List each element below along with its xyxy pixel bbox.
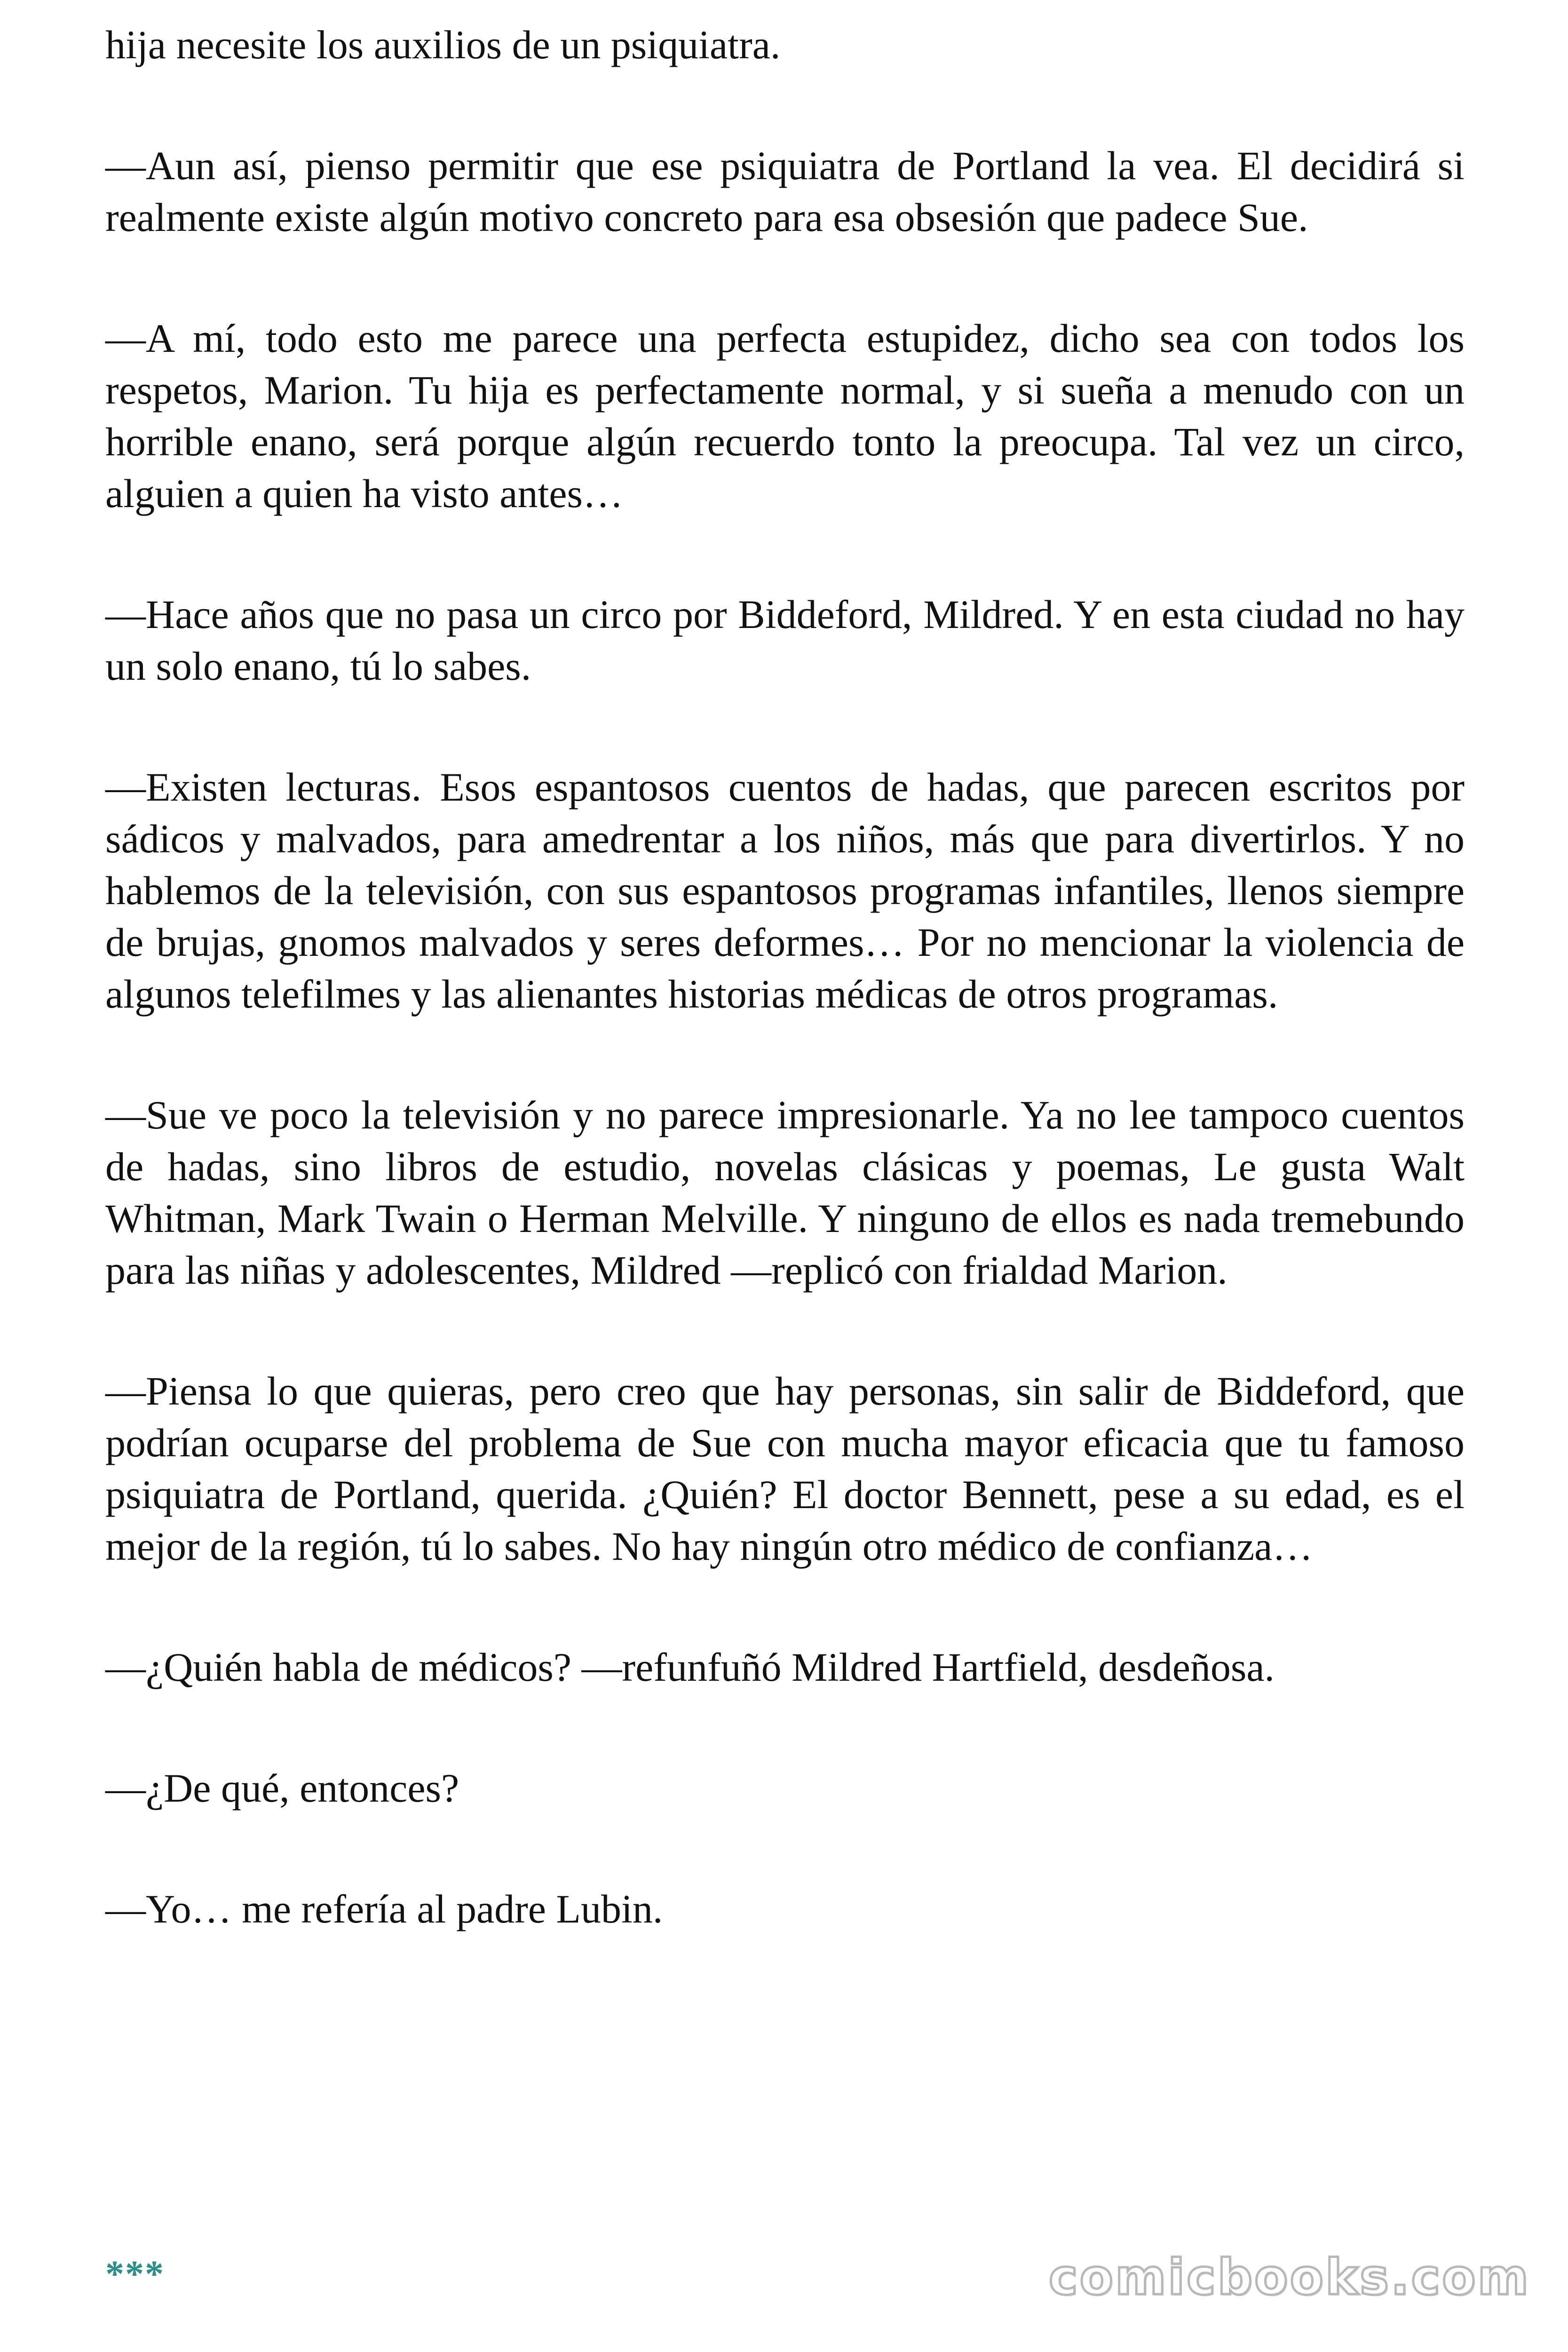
paragraph: hija necesite los auxilios de un psiquiatra. — [105, 22, 781, 67]
paragraph: —A mí, todo esto me parece una perfecta estupidez, dicho sea con todos los respetos, Marion. Tu hija es perfectamente normal, y si sueña a menudo con un horrible enano, será porque algún recuerdo tonto la preocupa. Tal vez un circo, alguien a quien ha visto antes… — [105, 316, 1465, 516]
section-separator: *** — [105, 2254, 165, 2295]
paragraph: —¿Quién habla de médicos? —refunfuñó Mildred Hartfield, desdeñosa. — [105, 1645, 1275, 1690]
paragraph: —Hace años que no pasa un circo por Biddeford, Mildred. Y en esta ciudad no hay un solo enano, tú lo sabes. — [105, 592, 1465, 689]
paragraph: —Existen lecturas. Esos espantosos cuentos de hadas, que parecen escritos por sádicos y malvados, para amedrentar a los niños, más que para divertirlos. Y no hablemos de la televisión, con sus espantosos programas infantiles, llenos siempre de brujas, gnomos malvados y seres deformes… Por no mencionar la violencia de algunos telefilmes y las alienantes historias médicas de otros programas. — [105, 764, 1465, 1017]
paragraph: —Sue ve poco la televisión y no parece impresionarle. Ya no lee tampoco cuentos de hadas, sino libros de estudio, novelas clásicas y poemas, Le gusta Walt Whitman, Mark Twain o Herman Melville. Y ninguno de ellos es nada tremebundo para las niñas y adolescentes, Mildred —replicó con frialdad Marion. — [105, 1092, 1465, 1293]
paragraph: —¿De qué, entonces? — [105, 1765, 459, 1811]
paragraph: —Piensa lo que quieras, pero creo que hay personas, sin salir de Biddeford, que podrían ocuparse del problema de Sue con mucha mayor eficacia que tu famoso psiquiatra de Portland, querida. ¿Quién? El doctor Bennett, pese a su edad, es el mejor de la región, tú lo sabes. No hay ningún otro médico de confianza… — [105, 1368, 1465, 1569]
page-text — [105, 19, 1465, 2004]
paragraph: —Yo… me refería al padre Lubin. — [105, 1886, 663, 1931]
watermark-logo: comicbooks.com — [1048, 2249, 1530, 2306]
paragraph: —Aun así, pienso permitir que ese psiquiatra de Portland la vea. El decidirá si realmente existe algún motivo concreto para esa obsesión que padece Sue. — [105, 143, 1465, 240]
